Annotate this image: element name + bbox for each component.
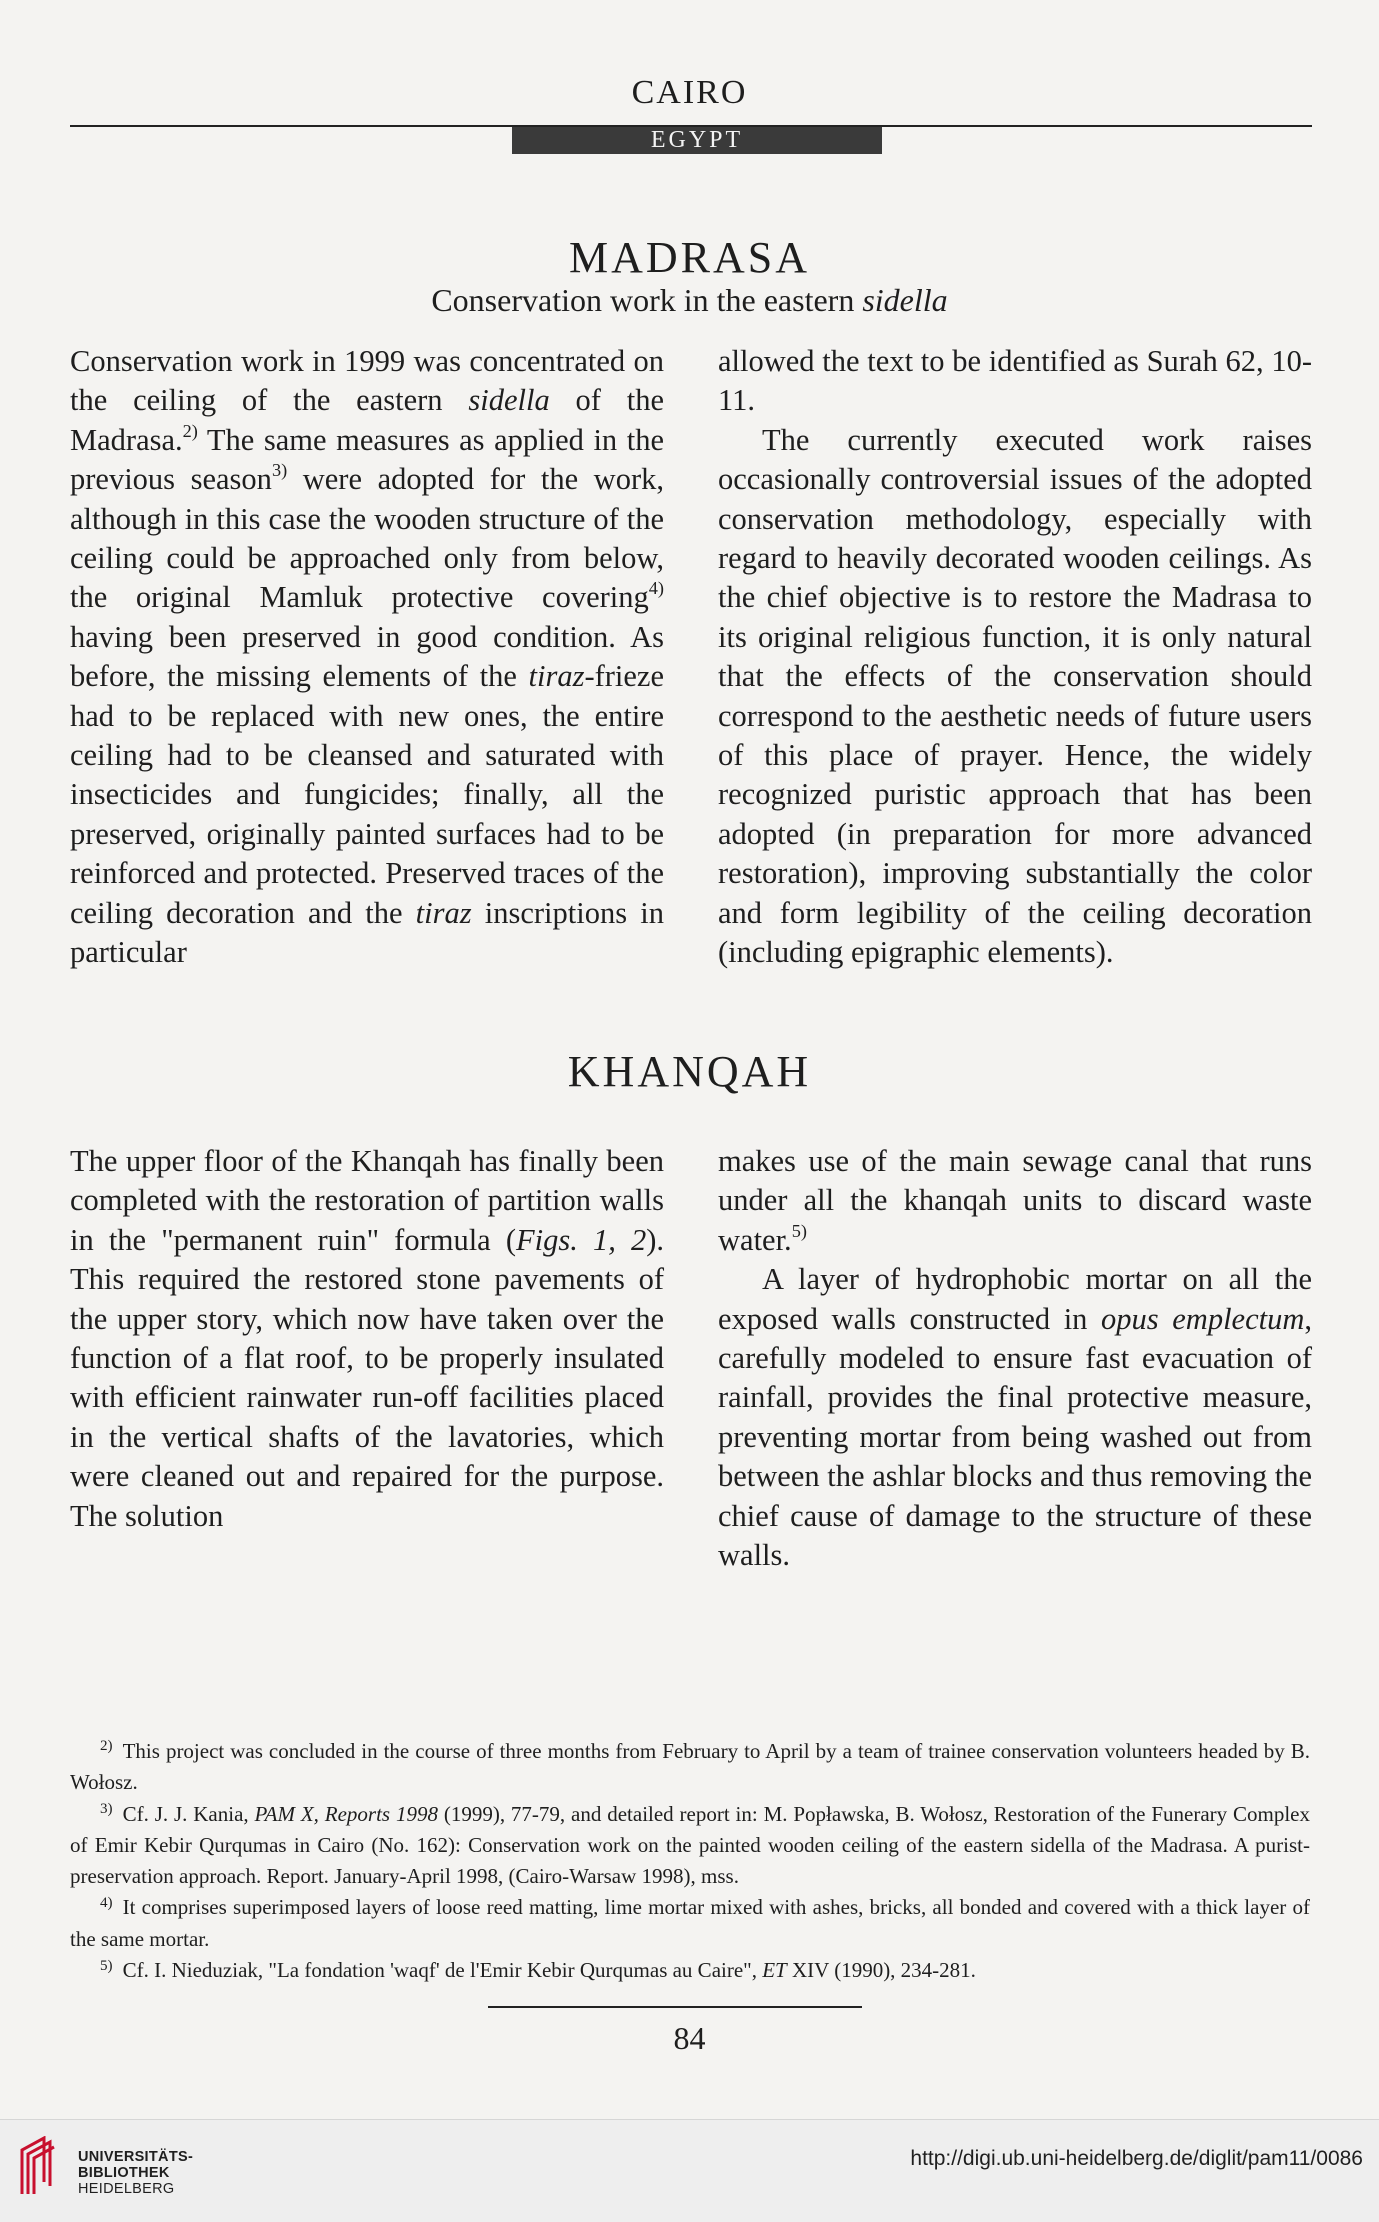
footnote-2: $^{2)}$ This project was concluded in the course of three months from February to April by a team of trainee conservation volunteers headed by B. Wołosz. [70,1738,1310,1795]
khanqah-left-column [70,1142,664,1536]
footnote-ref-2[interactable]: 2) [182,420,198,441]
page-number: 84 [673,2020,706,2056]
library-logo-icon [16,2136,56,2196]
madrasa-right-column [718,342,1312,973]
running-header-title: CAIRO [631,74,748,111]
madrasa-subheading: Conservation work in the eastern sidella [431,282,948,318]
madrasa-left-column [70,342,664,973]
khanqah-heading: KHANQAH [567,1047,812,1096]
madrasa-paragraph-1: Conservation work in 1999 was concentrated on the ceiling of the eastern sidella of the Madrasa.$^{2)}$ The same measures as applied in the previous season$^{3)}$ were adopted for the work, although in this case the wooden structure of the ceiling could be approached only from below, the original Mamluk protective covering$^{4)}$ having been preserved in good condition. As before, the missing elements of the tiraz-frieze had to be replaced with new ones, the entire ceiling had to be cleansed and saturated with insecticides and fungicides; finally, all the preserved, originally painted surfaces had to be reinforced and protected. Preserved traces of the ceiling decoration and the tiraz inscriptions in particular [70,344,664,970]
madrasa-paragraph-1-cont: allowed the text to be identified as Surah 62, 10-11. [718,344,1312,418]
khanqah-paragraph-2: A layer of hydrophobic mortar on all the exposed walls constructed in opus emplectum, carefully modeled to ensure fast evacuation of rainfall, provides the final protective measure, preventing mortar from being washed out from between the ashlar blocks and thus removing the chief cause of damage to the structure of these walls. [718,1262,1313,1573]
footnote-ref-3[interactable]: 3) [271,460,288,481]
footnote-4: $^{4)}$ It comprises superimposed layers of loose reed matting, lime mortar mixed with ashes, bricks, all bonded and covered with a thick layer of the same mortar. [70,1894,1310,1951]
source-url-link[interactable]: http://digi.ub.uni-heidelberg.de/diglit/pam11/0086 [910,2147,1363,2170]
khanqah-right-column [718,1142,1312,1575]
footnote-ref-4[interactable]: 4) [648,578,664,599]
madrasa-paragraph-2: The currently executed work raises occasionally controversial issues of the adopted conservation methodology, especially with regard to heavily decorated wooden ceilings. As the chief objective is to restore the Madrasa to its original religious function, it is only natural that the effects of the conservation should correspond to the aesthetic needs of future users of this place of prayer. Hence, the widely recognized puristic approach that has been adopted (in preparation for more advanced restoration), improving substantially the color and form legibility of the ceiling decoration (including epigraphic elements). [718,422,1312,970]
madrasa-heading: MADRASA [568,233,811,282]
khanqah-paragraph-1: The upper floor of the Khanqah has finally been completed with the restoration of partition walls in the "permanent ruin" formula (Figs. 1, 2). This required the restored stone pavements of the upper story, which now have taken over the function of a flat roof, to be properly insulated with efficient rainwater run-off facilities placed in the vertical shafts of the lavatories, which were cleaned out and repaired for the purpose. The solution [70,1144,664,1533]
footnote-ref-5[interactable]: 5) [791,1220,807,1241]
footnote-3: $^{3)}$ Cf. J. J. Kania, PAM X, Reports 1998 (1999), 77-79, and detailed report in: M. Popławska, B. Wołosz, Restoration of the Funerary Complex of Emir Kebir Qurqumas in Cairo (No. 162): Conservation work on the painted wooden ceiling of the eastern sidella of the Madrasa. A purist-preservation approach. Report. January-April 1998, (Cairo-Warsaw 1998), mss. [70,1801,1310,1889]
khanqah-paragraph-1-cont: makes use of the main sewage canal that runs under all the khanqah units to discard waste water.$^{5)}$ [718,1144,1312,1257]
page-number-rule [488,2006,862,2008]
footnotes [70,1736,1310,1986]
library-logo-text: UNIVERSITÄTS- BIBLIOTHEK HEIDELBERG [78,2149,194,2197]
footnote-5: $^{5)}$ Cf. I. Nieduziak, "La fondation 'waqf' de l'Emir Kebir Qurqumas au Caire", ET XIV (1990), 234-281. [100,1957,976,1983]
header-country-band: EGYPT [512,127,882,154]
